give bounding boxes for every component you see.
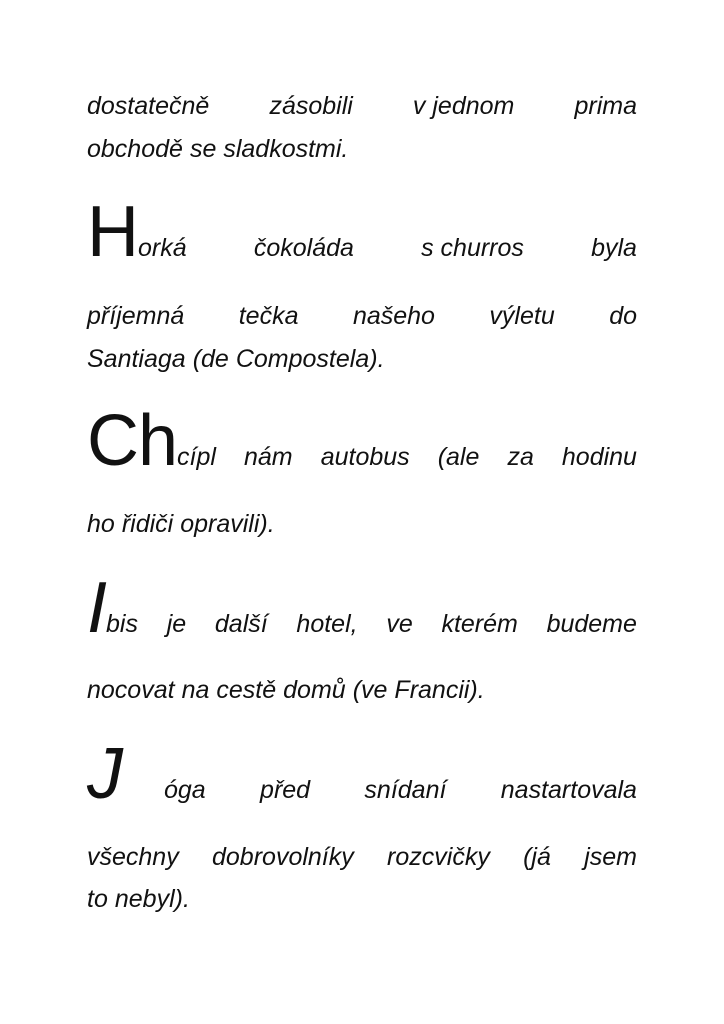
word: rozcvičky	[387, 843, 490, 871]
text-line	[87, 845, 637, 870]
first-word	[87, 568, 138, 648]
word: ho	[87, 510, 115, 538]
word: se	[189, 135, 217, 163]
word: autobus	[320, 443, 410, 471]
word: ve	[386, 610, 413, 638]
word: cestě	[216, 676, 277, 704]
word: óga	[164, 776, 206, 804]
word: zásobili	[269, 92, 353, 120]
word: bis	[106, 610, 138, 638]
word: Compostela).	[235, 345, 385, 373]
word: je	[166, 610, 187, 638]
drop-cap: I	[87, 568, 107, 648]
word: nám	[244, 443, 293, 471]
text-line	[87, 678, 637, 703]
text-line	[87, 304, 637, 329]
first-word	[87, 734, 206, 814]
word: tečka	[238, 302, 299, 330]
word: nebyl).	[114, 885, 190, 913]
text-line	[87, 512, 637, 537]
first-word	[87, 401, 216, 481]
word: v jednom	[412, 92, 515, 120]
word: další	[214, 610, 268, 638]
word: hodinu	[561, 443, 637, 471]
word: všechny	[87, 843, 179, 871]
word: našeho	[352, 302, 435, 330]
word: výletu	[489, 302, 555, 330]
word: na	[181, 676, 210, 704]
word: kterém	[441, 610, 518, 638]
text-line	[87, 137, 637, 162]
word: jsem	[584, 843, 637, 871]
word: hotel,	[296, 610, 358, 638]
word: před	[260, 776, 311, 804]
drop-cap: H	[87, 192, 138, 272]
drop-cap: J	[87, 734, 122, 814]
text-line	[87, 347, 637, 372]
word: snídaní	[364, 776, 447, 804]
text-line	[87, 887, 637, 912]
word: (ve	[352, 676, 388, 704]
word: byla	[591, 234, 637, 262]
first-word	[87, 192, 187, 272]
word: orká	[138, 234, 187, 262]
word: to	[87, 885, 108, 913]
word: (ale	[437, 443, 480, 471]
text-line-with-drop-cap	[87, 192, 637, 272]
word: čokoláda	[253, 234, 354, 262]
word: řidiči	[121, 510, 174, 538]
word: (de	[192, 345, 229, 373]
word: Francii).	[394, 676, 485, 704]
word: Santiaga	[87, 345, 186, 373]
word: do	[609, 302, 637, 330]
document-page	[87, 0, 637, 1024]
word: za	[507, 443, 534, 471]
text-line-with-drop-cap	[87, 401, 637, 481]
text-line	[87, 94, 637, 119]
word: domů	[283, 676, 346, 704]
word: dostatečně	[87, 92, 210, 120]
word: cípl	[177, 443, 216, 471]
word: dobrovolníky	[212, 843, 354, 871]
word: nastartovala	[500, 776, 637, 804]
word: opravili).	[180, 510, 275, 538]
word: příjemná	[87, 302, 185, 330]
word: prima	[574, 92, 637, 120]
word: nocovat	[87, 676, 175, 704]
drop-cap: Ch	[87, 401, 178, 481]
text-line-with-drop-cap	[87, 568, 637, 648]
text-line-with-drop-cap	[87, 734, 637, 814]
word: obchodě	[87, 135, 183, 163]
word: (já	[523, 843, 551, 871]
word: sladkostmi.	[223, 135, 349, 163]
word: budeme	[546, 610, 637, 638]
word: s churros	[421, 234, 524, 262]
